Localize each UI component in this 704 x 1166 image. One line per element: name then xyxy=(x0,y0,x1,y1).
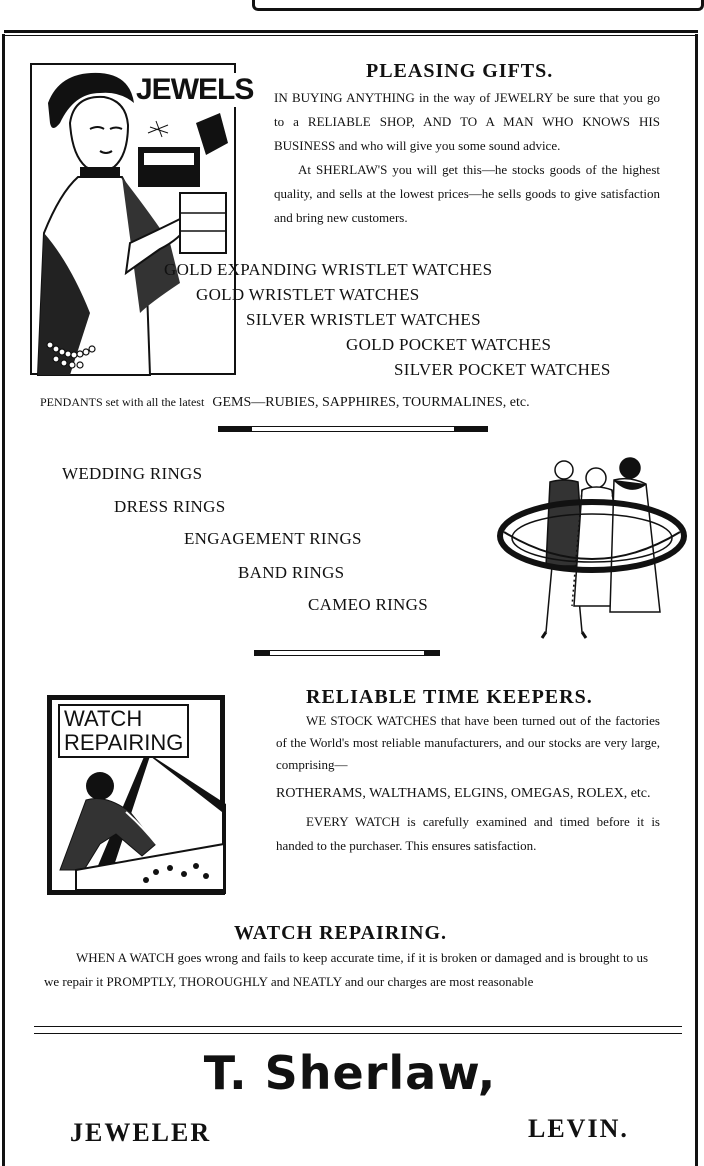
watch-repairing-illustration xyxy=(46,694,226,896)
gifts-paragraph-2: At SHERLAW'S you will get this—he stocks goods of the highest quality, and sells at the lowest prices—he sells goods to give satisfaction and bring new customers. xyxy=(274,162,660,225)
timekeepers-brands: ROTHERAMS, WALTHAMS, ELGINS, OMEGAS, ROLEX, etc. xyxy=(276,786,651,801)
ring-item-engagement: ENGAGEMENT RINGS xyxy=(184,529,362,548)
pendants-line xyxy=(40,393,530,411)
gifts-body xyxy=(274,86,660,230)
frame-top-rule xyxy=(4,30,698,33)
town: LEVIN. xyxy=(528,1114,629,1143)
timekeepers-body xyxy=(276,710,660,858)
frame-right-rule xyxy=(695,34,698,1166)
business-name: T. Sherlaw, xyxy=(203,1046,497,1100)
occupation: JEWELER xyxy=(70,1118,212,1147)
ring-item-dress: DRESS RINGS xyxy=(114,497,226,516)
label-line-repairing: REPAIRING xyxy=(64,730,184,755)
watch-item-5: SILVER POCKET WATCHES xyxy=(394,360,611,379)
pendants-prefix: PENDANTS set with all the latest xyxy=(40,395,205,409)
wedding-party-illustration xyxy=(496,456,690,646)
wedding-ring-icon xyxy=(496,456,690,646)
ring-item-wedding: WEDDING RINGS xyxy=(62,464,203,483)
lady-with-jewels-icon xyxy=(30,63,236,375)
watch-item-2: GOLD WRISTLET WATCHES xyxy=(196,285,420,304)
reliable-time-keepers-title: RELIABLE TIME KEEPERS. xyxy=(306,686,593,708)
pleasing-gifts-title: PLEASING GIFTS. xyxy=(366,60,554,82)
section-divider-2 xyxy=(254,650,440,656)
gifts-paragraph-1: IN BUYING ANYTHING in the way of JEWELRY be sure that you go to a RELIABLE SHOP, AND TO A MAN WHO KNOWS HIS BUSINESS and who will give you some sound advice. xyxy=(274,90,660,153)
label-line-watch: WATCH xyxy=(64,706,143,731)
watch-item-1: GOLD EXPANDING WRISTLET WATCHES xyxy=(164,260,493,279)
jewels-label: JEWELS xyxy=(136,73,254,106)
ring-item-band: BAND RINGS xyxy=(238,563,345,582)
watch-item-4: GOLD POCKET WATCHES xyxy=(346,335,552,354)
repairing-body: WHEN A WATCH goes wrong and fails to keep accurate time, if it is broken or damaged and is brought to us we repair it PROMPTLY, THOROUGHLY and NEATLY and our charges are most reasonable xyxy=(44,950,648,989)
watch-item-3: SILVER WRISTLET WATCHES xyxy=(246,310,481,329)
ring-item-cameo: CAMEO RINGS xyxy=(308,595,428,614)
timekeepers-paragraph-2: EVERY WATCH is carefully examined and timed before it is handed to the purchaser. This ensures satisfaction. xyxy=(276,814,660,853)
repairing-body-wrap xyxy=(44,946,648,994)
frame-left-rule xyxy=(2,34,5,1166)
section-divider xyxy=(218,426,488,432)
pendants-gems: GEMS—RUBIES, SAPPHIRES, TOURMALINES, etc. xyxy=(212,395,530,410)
frame-top-rule-thin xyxy=(4,35,698,36)
top-box-border xyxy=(252,0,704,11)
timekeepers-paragraph-1: WE STOCK WATCHES that have been turned out of the factories of the World's most reliable manufacturers, and our stocks are very large, comprising— xyxy=(276,713,660,772)
footer-separator xyxy=(34,1026,682,1034)
watch-repairing-title: WATCH REPAIRING. xyxy=(234,922,448,944)
jewels-illustration xyxy=(30,63,254,375)
watch-repairing-label xyxy=(58,704,189,758)
